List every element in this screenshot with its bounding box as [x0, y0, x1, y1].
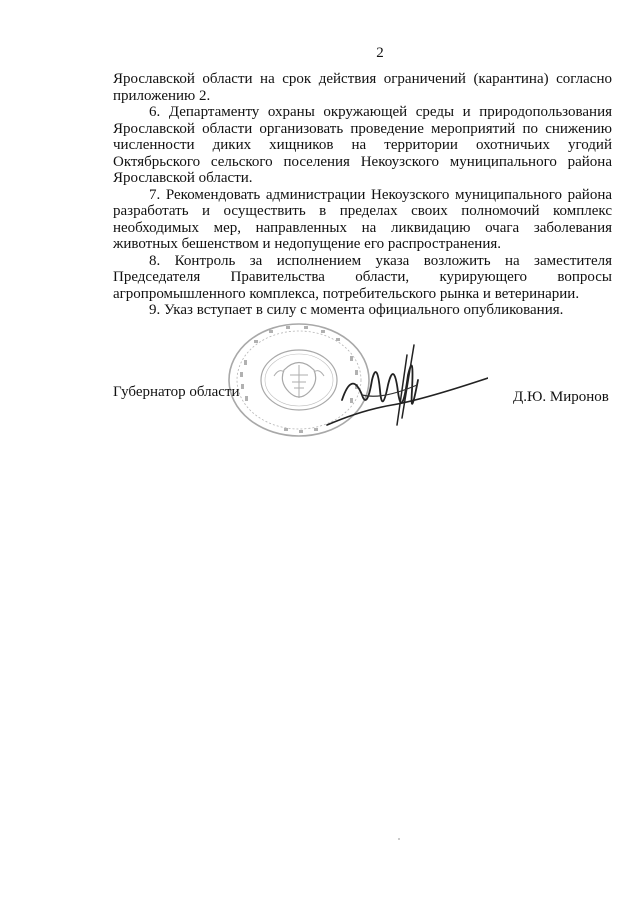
scan-speck	[398, 838, 400, 840]
signatory-position: Губернатор области	[113, 384, 240, 400]
paragraph-item-7: 7. Рекомендовать администрации Некоузского муниципального района разработать и осуществить в пределах своих полномочий комплекс необходимых мер, направленных на ликвидацию очага заболевания животных бешенством и недопущение его распространения.	[113, 186, 612, 252]
handwritten-signature-icon	[322, 330, 488, 440]
page-number-text: 2	[376, 45, 384, 61]
paragraph-continuation: Ярославской области на срок действия ограничений (карантина) согласно приложению 2.	[113, 71, 612, 104]
signatory-name: Д.Ю. Миронов	[513, 389, 609, 405]
document-body	[113, 71, 612, 319]
paragraph-item-9: 9. Указ вступает в силу с момента официального опубликования.	[149, 302, 564, 318]
page-number	[0, 45, 640, 62]
paragraph-item-6: 6. Департаменту охраны окружающей среды и природопользования Ярославской области организовать проведение мероприятий по снижению численности диких хищников на территории охотничьих угодий Октябрьского сельского поселения Некоузского муниципального района Ярославской области.	[113, 104, 612, 186]
paragraph-item-8: 8. Контроль за исполнением указа возложить на заместителя Председателя Правительства области, курирующего вопросы агропромышленного комплекса, потребительского рынка и ветеринарии.	[113, 252, 612, 302]
